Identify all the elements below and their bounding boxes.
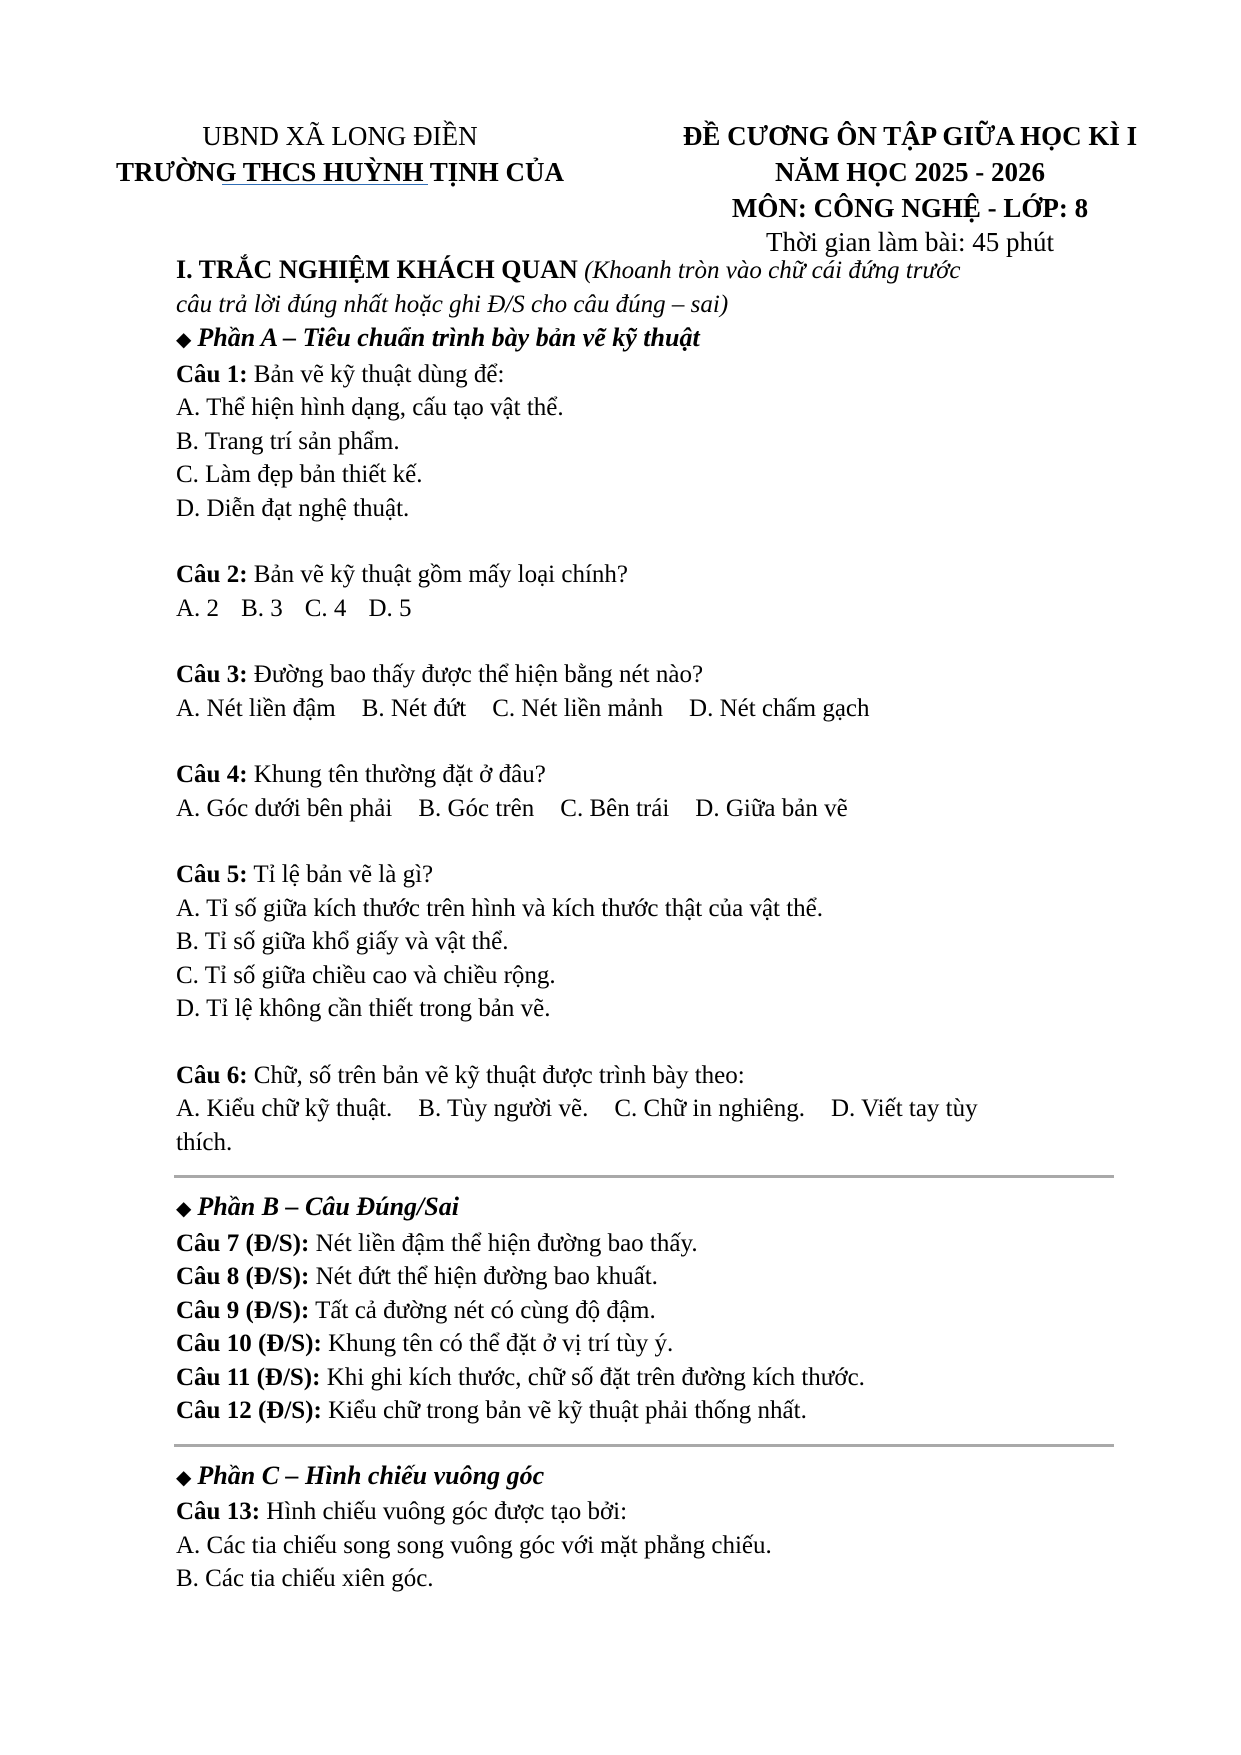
answer-option: B. Tỉ số giữa khổ giấy và vật thể. [176,928,509,955]
question-1 [176,358,1136,392]
answer-option: A. Kiểu chữ kỹ thuật. [176,1095,393,1122]
true-false-item [176,1394,1136,1428]
part-c-heading [176,1459,1136,1496]
true-false-item [176,1294,1136,1328]
part-a-title: Phần A – Tiêu chuẩn trình bày bản vẽ kỹ thuật [197,323,700,352]
answer-options-row [176,792,1136,826]
true-false-item [176,1361,1136,1395]
question-4 [176,758,1136,792]
question-label: Câu 13: [176,1498,261,1525]
question-label: Câu 11 (Đ/S): [176,1363,321,1391]
question-text: Kiểu chữ trong bản vẽ kỹ thuật phải thống nhất. [321,1397,807,1424]
question-text: Nét liền đậm thể hiện đường bao thấy. [309,1229,698,1257]
answer-option: D. 5 [368,594,412,622]
answer-option: C. Nét liền mảnh [492,694,664,722]
answer-option: A. Nét liền đậm [176,694,336,722]
question-13 [176,1495,1136,1529]
question-label: Câu 5: [176,861,248,888]
question-text: Bản vẽ kỹ thuật dùng để: [247,360,505,388]
answer-option: C. Chữ in nghiêng. [614,1095,805,1122]
part-b-title: Phần B – Câu Đúng/Sai [197,1192,459,1221]
document-body [176,253,1136,1596]
answer-option: B. Góc trên [418,794,535,822]
answer-option: B. Nét đứt [361,694,467,722]
answer-option: C. 4 [304,594,347,622]
question-text: Hình chiếu vuông góc được tạo bởi: [260,1498,628,1525]
question-text: Nét đứt thể hiện đường bao khuất. [309,1263,658,1290]
question-label: Câu 4: [176,761,248,788]
question-label: Câu 3: [176,661,248,688]
answer-option: D. Viết tay tùy [831,1095,978,1122]
true-false-item [176,1327,1136,1361]
question-text: Khung tên có thể đặt ở vị trí tùy ý. [321,1330,674,1357]
school-name: TRƯỜNG THCS HUỲNH TỊNH CỦA [115,157,565,187]
question-text: Bản vẽ kỹ thuật gồm mấy loại chính? [247,561,629,588]
diamond-icon: ◆ [176,329,192,351]
question-2 [176,558,1136,592]
answer-option: C. Làm đẹp bản thiết kế. [176,461,423,488]
answer-option: C. Bên trái [560,794,670,822]
answer-option: A. Các tia chiếu song song vuông góc với mặt phẳng chiếu. [176,1531,772,1559]
answer-option: D. Giữa bản vẽ [695,794,848,822]
answer-option: A. 2 [176,594,220,622]
section-divider [174,1175,1114,1178]
question-text: Tỉ lệ bản vẽ là gì? [247,861,434,888]
exam-duration: Thời gian làm bài: 45 phút [766,227,1054,257]
question-text: Khi ghi kích thước, chữ số đặt trên đường kích thước. [320,1363,865,1391]
part-c-title: Phần C – Hình chiếu vuông góc [197,1460,545,1490]
question-label: Câu 12 (Đ/S): [176,1397,322,1424]
part-b-heading [176,1190,1136,1227]
spellcheck-underline [222,184,428,185]
answer-option: D. Diễn đạt nghệ thuật. [176,494,410,522]
answer-option: A. Tỉ số giữa kích thước trên hình và kích thước thật của vật thể. [176,894,824,922]
question-label: Câu 1: [176,360,248,388]
diamond-icon: ◆ [176,1198,192,1220]
true-false-item [176,1227,1136,1261]
section-title: I. TRẮC NGHIỆM KHÁCH QUAN [176,255,578,284]
question-text: Đường bao thấy được thể hiện bằng nét nào? [247,661,704,688]
answer-option: B. Tùy người vẽ. [418,1095,589,1122]
document-title: ĐỀ CƯƠNG ÔN TẬP GIỮA HỌC KÌ I [682,121,1138,151]
header-right [650,118,1170,260]
question-text: Khung tên thường đặt ở đâu? [247,761,546,788]
answer-option-continuation: thích. [176,1128,233,1156]
question-6 [176,1059,1136,1093]
question-text: Chữ, số trên bản vẽ kỹ thuật được trình bày theo: [247,1061,745,1089]
question-text: Tất cả đường nét có cùng độ đậm. [309,1296,656,1324]
question-label: Câu 2: [176,561,248,588]
section-instruction-cont: câu trả lời đúng nhất hoặc ghi Đ/S cho câu đúng – sai) [176,290,729,318]
answer-option: A. Thể hiện hình dạng, cấu tạo vật thể. [176,394,564,421]
school-year: NĂM HỌC 2025 - 2026 [775,157,1045,187]
subject-grade: MÔN: CÔNG NGHỆ - LỚP: 8 [731,193,1089,223]
true-false-item [176,1260,1136,1294]
answer-option: B. Trang trí sản phẩm. [176,427,400,455]
header-left [80,118,600,190]
answer-option: D. Tỉ lệ không cần thiết trong bản vẽ. [176,995,551,1022]
question-label: Câu 10 (Đ/S): [176,1330,322,1357]
question-label: Câu 8 (Đ/S): [176,1263,310,1290]
section-instruction: (Khoanh tròn vào chữ cái đứng trước [584,257,961,284]
answer-options-row [176,692,1136,726]
question-5 [176,858,1136,892]
answer-option: B. Các tia chiếu xiên góc. [176,1565,434,1592]
answer-option: D. Nét chấm gạch [689,694,870,722]
question-label: Câu 9 (Đ/S): [176,1296,310,1324]
section-divider [174,1444,1114,1447]
answer-options-row [176,1092,1136,1126]
answer-options-row [176,592,1136,626]
part-a-heading [176,321,1136,358]
answer-option: A. Góc dưới bên phải [176,794,393,822]
diamond-icon: ◆ [176,1466,192,1489]
question-3 [176,658,1136,692]
section-heading [176,253,1136,288]
answer-option: C. Tỉ số giữa chiều cao và chiều rộng. [176,961,556,989]
question-label: Câu 7 (Đ/S): [176,1229,310,1257]
answer-option: B. 3 [241,594,283,622]
authority-name: UBND XÃ LONG ĐIỀN [202,121,478,151]
question-label: Câu 6: [176,1061,248,1089]
